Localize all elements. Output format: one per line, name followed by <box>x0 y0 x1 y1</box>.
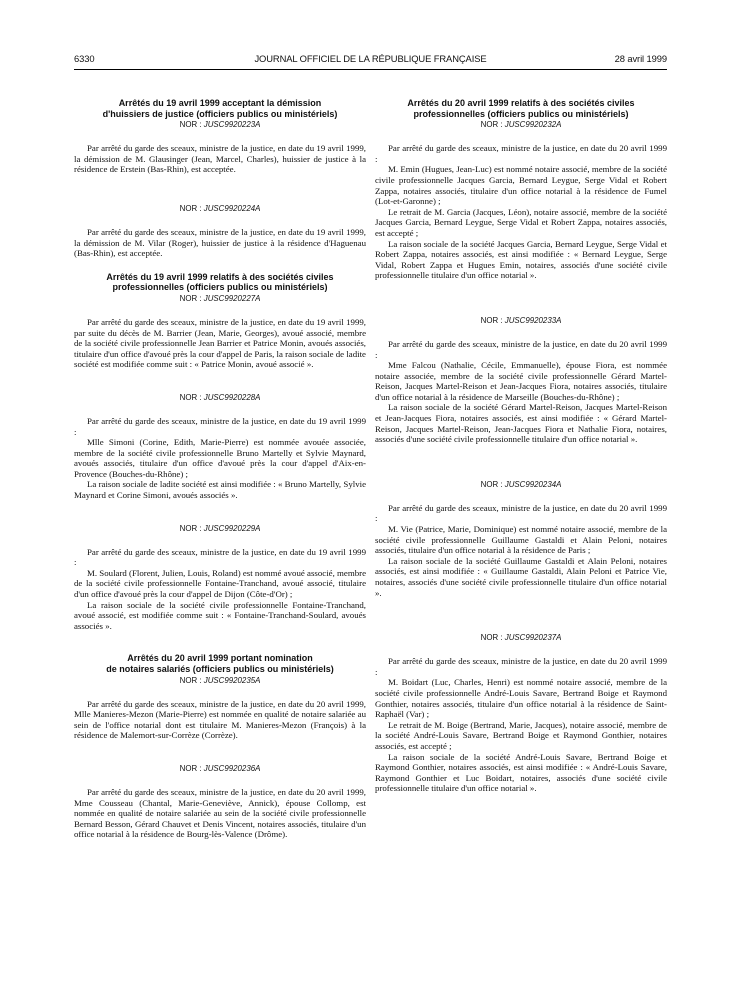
entry <box>375 316 667 445</box>
paragraph: Par arrêté du garde des sceaux, ministre de la justice, en date du 20 avril 1999 : <box>375 656 667 677</box>
section-title <box>74 272 366 293</box>
paragraph: Par arrêté du garde des sceaux, ministre de la justice, en date du 19 avril 1999, par suite du décès de M. Barrier (Jean, Marie, Georges), avoué associé, membre de la société civile professionnelle Jean Barrier et Patrice Monin, avoués associés, titulaire d'un office d'avoué près la cour d'appel de Paris, la raison sociale de ladite société est modifiée comme suit : « Patrice Monin, avoué associé ». <box>74 316 366 370</box>
nor-label: NOR : <box>480 120 503 130</box>
paragraph: Le retrait de M. Boige (Bertrand, Marie, Jacques), notaire associé, membre de la société André-Louis Savare, Bertrand Boige et Raymond Gonthier, notaires associés, est accepté ; <box>375 719 667 751</box>
paragraph: Par arrêté du garde des sceaux, ministre de la justice, en date du 20 avril 1999 : <box>375 143 667 164</box>
entry <box>74 764 366 840</box>
section <box>74 272 366 370</box>
section <box>74 98 366 175</box>
paragraph: Par arrêté du garde des sceaux, ministre de la justice, en date du 19 avril 1999, la démission de M. Vilar (Roger), huissier de justice à la résidence d'Haguenau (Bas-Rhin), est acceptée. <box>74 226 366 259</box>
paragraph: Par arrêté du garde des sceaux, ministre de la justice, en date du 20 avril 1999 : <box>375 338 667 360</box>
nor-label: NOR : <box>179 763 202 773</box>
nor-label: NOR : <box>480 479 503 489</box>
paragraph: Par arrêté du garde des sceaux, ministre de la justice, en date du 20 avril 1999, Mlle Manieres-Mezon (Marie-Pierre) est nommée en qualité de notaire salariée au sein de l'office notarial dont est titulaire M. Manieres-Mezon (François) à la résidence de Malemort-sur-Corrèze (Corrèze). <box>74 698 366 741</box>
nor-label: NOR : <box>179 293 202 303</box>
nor-reference <box>74 294 366 304</box>
nor-reference <box>375 633 667 643</box>
entry <box>74 204 366 259</box>
paragraph: La raison sociale de la société Guillaume Gastaldi et Alain Peloni, notaires associés, est ainsi modifiée : « Guillaume Gastaldi, Alain Peloni et Patrice Vie, notaires, associés d'une société civile professionnelle titulaire d'un office notarial ». <box>375 555 667 598</box>
nor-reference <box>74 393 366 403</box>
section <box>74 653 366 741</box>
entry <box>74 524 366 632</box>
entry <box>375 480 667 598</box>
left-column <box>74 98 366 840</box>
paragraph: M. Vie (Patrice, Marie, Dominique) est nommé notaire associé, membre de la société civile professionnelle Guillaume Gastaldi et Alain Peloni, notaires associés, titulaire d'un office notarial à la résidence de Paris ; <box>375 524 667 556</box>
nor-reference <box>375 480 667 490</box>
paragraph: La raison sociale de ladite société est ainsi modifiée : « Bruno Martelly, Sylvie Maynard et Corine Simoni, avoués associés ». <box>74 479 366 501</box>
section-title-line: Arrêtés du 19 avril 1999 acceptant la démission <box>118 98 322 108</box>
paragraph: Par arrêté du garde des sceaux, ministre de la justice, en date du 20 avril 1999, Mme Cousseau (Chantal, Marie-Geneviève, Annick), épouse Collomp, est nommée en qualité de notaire salariée au sein de la société civile professionnelle Bernard Besson, Gérard Chauvet et Denis Vincent, notaires associés, titulaire d'un office notarial à la résidence de Bourg-lès-Valence (Drôme). <box>74 786 366 840</box>
section-title-line: Arrêtés du 20 avril 1999 relatifs à des sociétés civiles <box>407 98 635 108</box>
nor-reference <box>375 120 667 130</box>
section-title-line: professionnelles (officiers publics ou ministériels) <box>112 282 328 293</box>
header-rule <box>74 69 667 70</box>
nor-code: JUSC9920233A <box>504 315 562 325</box>
section-title-line: professionnelles (officiers publics ou ministériels) <box>413 108 629 119</box>
paragraph: La raison sociale de la société André-Louis Savare, Bertrand Boige et Raymond Gonthier, notaires associés, est ainsi modifiée : « André-Louis Savare, Raymond Gonthier et Luc Boidart, notaires, associés d'une société civile professionnelle titulaire d'un office notarial ». <box>375 751 667 794</box>
section-title-line: Arrêtés du 20 avril 1999 portant nomination <box>127 653 313 664</box>
nor-label: NOR : <box>179 203 202 213</box>
nor-reference <box>375 316 667 326</box>
right-column <box>375 98 667 794</box>
paragraph: M. Emin (Hugues, Jean-Luc) est nommé notaire associé, membre de la société civile professionnelle Jacques Garcia, Bernard Leygue, Serge Vidal et Robert Zappa, notaires associés, titulaire d'un office notarial à la résidence de Fumel (Lot-et-Garonne) ; <box>375 164 667 207</box>
nor-code: JUSC9920237A <box>504 633 562 643</box>
nor-code: JUSC9920232A <box>504 120 562 130</box>
paragraph: Mlle Simoni (Corine, Edith, Marie-Pierre) est nommée avouée associée, membre de la société civile professionnelle Bruno Martelly et Sylvie Maynard, avoués associés, titulaire d'un office d'avoué près la cour d'appel d'Aix-en-Provence (Bouches-du-Rhône) ; <box>74 437 366 479</box>
section <box>375 98 667 281</box>
nor-reference <box>74 120 366 130</box>
paragraph: Mme Falcou (Nathalie, Cécile, Emmanuelle), épouse Fiora, est nommée notaire associée, membre de la société civile professionnelle Gérard Martel-Reison, Jacques Martel-Reison et Jean-Jacques Fiora, notaires associés, titulaire d'un office notarial à la résidence de Marseille (Bouches-du-Rhône) ; <box>375 360 667 402</box>
nor-code: JUSC9920223A <box>203 120 261 130</box>
nor-label: NOR : <box>480 633 503 643</box>
paragraph: Par arrêté du garde des sceaux, ministre de la justice, en date du 20 avril 1999 : <box>375 502 667 524</box>
nor-code: JUSC9920229A <box>203 523 261 533</box>
nor-label: NOR : <box>179 120 202 130</box>
entry <box>74 393 366 501</box>
paragraph: La raison sociale de la société civile professionnelle Fontaine-Tranchand, avoué associé, est modifiée comme suit : « Fontaine-Tranchand-Soulard, avoués associés ». <box>74 599 366 631</box>
journal-title: JOURNAL OFFICIEL DE LA RÉPUBLIQUE FRANÇAISE <box>254 53 487 64</box>
paragraph: M. Soulard (Florent, Julien, Louis, Roland) est nommé avoué associé, membre de la société civile professionnelle Fontaine-Tranchand, avoué associé, titulaire d'un office d'avoué près la cour d'appel de Dijon (Côte-d'Or) ; <box>74 567 366 600</box>
entry <box>375 633 667 794</box>
section-title <box>375 98 667 119</box>
nor-code: JUSC9920224A <box>203 203 261 213</box>
page-number: 6330 <box>74 53 95 64</box>
section-title-line: d'huissiers de justice (officiers publics ou ministériels) <box>102 108 338 119</box>
page-header <box>74 53 667 67</box>
nor-code: JUSC9920236A <box>203 763 261 773</box>
nor-reference <box>74 676 366 686</box>
paragraph: Par arrêté du garde des sceaux, ministre de la justice, en date du 19 avril 1999, la démission de M. Glausinger (Jean, Marcel, Charles), huissier de justice à la résidence de Erstein (Bas-Rhin), est acceptée. <box>74 143 366 175</box>
nor-label: NOR : <box>480 315 503 325</box>
paragraph: Par arrêté du garde des sceaux, ministre de la justice, en date du 19 avril 1999 : <box>74 546 366 568</box>
publication-date: 28 avril 1999 <box>614 53 667 64</box>
nor-code: JUSC9920227A <box>203 293 261 303</box>
nor-label: NOR : <box>179 392 202 402</box>
nor-code: JUSC9920234A <box>504 479 562 489</box>
section-title-line: Arrêtés du 19 avril 1999 relatifs à des sociétés civiles <box>106 271 334 282</box>
paragraph: La raison sociale de la société Gérard Martel-Reison, Jacques Martel-Reison et Jean-Jacques Fiora, notaires associés, est ainsi modifiée : « Gérard Martel-Reison, Jacques Martel-Reison, Jean-Jacques Fiora et Nathalie Fiora, notaires, associés d'une société civile professionnelle titulaire d'un office notarial ». <box>375 402 667 445</box>
nor-code: JUSC9920228A <box>203 392 261 402</box>
section-title-line: de notaires salariés (officiers publics ou ministériels) <box>106 664 334 674</box>
paragraph: La raison sociale de la société Jacques Garcia, Bernard Leygue, Serge Vidal et Robert Zappa, notaires associés, est ainsi modifiée : « Bernard Leygue, Serge Vidal, Robert Zappa et Hugues Emin, notaires, associés d'une société civile professionnelle titulaire d'un office notarial ». <box>375 238 667 281</box>
nor-label: NOR : <box>179 675 202 685</box>
paragraph: M. Boidart (Luc, Charles, Henri) est nommé notaire associé, membre de la société civile professionnelle André-Louis Savare, Bertrand Boige et Raymond Gonthier, notaires associés, titulaire d'un office notarial à la résidence de Saint-Raphaël (Var) ; <box>375 677 667 720</box>
nor-label: NOR : <box>179 523 202 533</box>
section-title <box>74 98 366 119</box>
nor-reference <box>74 524 366 534</box>
section-title <box>74 653 366 674</box>
nor-reference <box>74 204 366 214</box>
nor-code: JUSC9920235A <box>203 675 261 685</box>
paragraph: Par arrêté du garde des sceaux, ministre de la justice, en date du 19 avril 1999 : <box>74 415 366 437</box>
paragraph: Le retrait de M. Garcia (Jacques, Léon), notaire associé, membre de la société Jacques Garcia, Bernard Leygue, Serge Vidal et Robert Zappa, notaires associés, est accepté ; <box>375 206 667 238</box>
nor-reference <box>74 764 366 774</box>
